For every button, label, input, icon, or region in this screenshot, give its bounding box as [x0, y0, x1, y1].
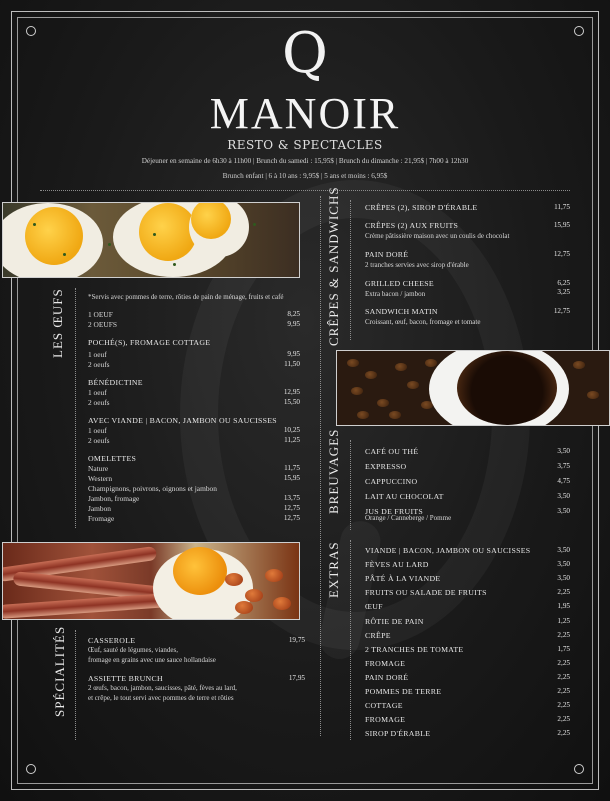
menu-item-name: CAPPUCCINO — [365, 477, 418, 486]
menu-item-description: Crème pâtissière maison avec un coulis de chocolat — [365, 232, 510, 240]
menu-item-price: 19,75 — [288, 636, 305, 644]
section-rule — [75, 288, 76, 528]
menu-item-price: 3,50 — [557, 507, 570, 515]
menu-item-name: CRÊPES (2) AUX FRUITS — [365, 221, 459, 230]
logo-letter: Q — [282, 21, 328, 86]
menu-item-price: 2,25 — [557, 672, 570, 681]
menu-item-description: 2 œufs, bacon, jambon, saucisses, pâté, fèves au lard, — [88, 684, 237, 692]
section-title-breuvages: BREUVAGES — [326, 428, 341, 514]
coffee-photo — [336, 350, 610, 426]
menu-item-name: ŒUF — [365, 602, 383, 612]
menu-item-price: 12,95 — [283, 388, 300, 396]
corner-ornament — [574, 764, 584, 774]
menu-item-name: SANDWICH MATIN — [365, 307, 438, 316]
menu-item-option: 2 oeufs — [88, 398, 110, 407]
menu-item-price: 8,25 — [287, 310, 300, 318]
menu-item-description: fromage en grains avec une sauce hollandaise — [88, 656, 216, 664]
menu-item-price: 11,75 — [554, 203, 570, 211]
menu-item-price: 12,75 — [283, 504, 300, 512]
menu-item-price: 2,25 — [557, 630, 570, 639]
section-rule — [350, 440, 351, 530]
menu-item-name: LAIT AU CHOCOLAT — [365, 492, 444, 501]
menu-item-price: 1,25 — [557, 616, 570, 625]
menu-item-price: 3,75 — [557, 462, 570, 470]
menu-item-price: 2,25 — [557, 701, 570, 710]
section-title-specialites: SPÉCIALITÉS — [52, 625, 67, 717]
menu-item-price: 10,25 — [283, 426, 300, 434]
menu-item-name: GRILLED CHEESE — [365, 279, 434, 288]
menu-item-price: 2,25 — [557, 687, 570, 695]
menu-item-price: 11,75 — [284, 464, 300, 472]
menu-item-option: Jambon — [88, 504, 111, 513]
bacon-photo — [2, 542, 300, 620]
menu-item-option: Fromage — [88, 514, 115, 523]
menu-item-price: 11,50 — [284, 360, 300, 368]
corner-ornament — [26, 764, 36, 774]
menu-item-option: Jambon, fromage — [88, 494, 140, 503]
menu-item-name: CASSEROLE — [88, 636, 136, 645]
section-rule — [350, 540, 351, 740]
menu-item-description: Œuf, sauté de légumes, viandes, — [88, 646, 179, 654]
menu-item-option: 2 OEUFS — [88, 320, 117, 329]
menu-item-price: 1,75 — [557, 644, 570, 653]
section-rule — [350, 200, 351, 340]
divider — [40, 190, 570, 191]
menu-item-price: 2,25 — [557, 588, 570, 597]
menu-item-name: FROMAGE — [365, 715, 406, 725]
menu-item-option: Western — [88, 474, 113, 483]
menu-item-price: 15,95 — [283, 474, 300, 482]
menu-item-name: FÈVES AU LARD — [365, 560, 429, 570]
menu-item-option: 2 oeufs — [88, 360, 110, 369]
menu-item-name: RÔTIE DE PAIN — [365, 616, 424, 626]
menu-item-price: 4,75 — [557, 477, 570, 485]
menu-item-price: 12,75 — [553, 250, 570, 258]
menu-item-price: 13,75 — [283, 494, 300, 502]
menu-item-name: POMMES DE TERRE — [365, 687, 442, 696]
menu-item-price: 12,75 — [553, 307, 570, 315]
menu-item-description: et crêpe, le tout servi avec pommes de terre et rôties — [88, 694, 234, 702]
menu-item-option: Nature — [88, 464, 109, 473]
menu-item-option: 1 oeuf — [88, 350, 107, 359]
menu-item-name: OMELETTES — [88, 454, 137, 463]
menu-item-name: EXPRESSO — [365, 462, 407, 471]
menu-item-price: 3,25 — [557, 288, 570, 296]
menu-item-option: 1 OEUF — [88, 310, 113, 319]
menu-item-option: 1 oeuf — [88, 426, 107, 435]
section-title-extras: EXTRAS — [326, 541, 341, 598]
menu-item-name: 2 TRANCHES DE TOMATE — [365, 644, 464, 654]
breuvages-note: Orange / Canneberge / Pomme — [365, 514, 452, 522]
menu-item-price: 2,25 — [557, 729, 570, 738]
menu-item-name: COTTAGE — [365, 701, 403, 711]
oeufs-note: *Servis avec pommes de terre, rôties de pain de ménage, fruits et café — [88, 293, 284, 301]
hours-line: Brunch enfant | 6 à 10 ans : 9,95$ | 5 ans et moins : 6,95$ — [222, 172, 388, 180]
menu-item-option: 2 oeufs — [88, 436, 110, 445]
menu-item-description: Croissant, œuf, bacon, fromage et tomate — [365, 318, 481, 326]
menu-item-name: PAIN DORÉ — [365, 250, 409, 259]
menu-item-price: 15,50 — [283, 398, 300, 406]
menu-item-price: 3,50 — [557, 574, 570, 583]
eggs-photo — [2, 202, 300, 278]
menu-item-price: 2,25 — [557, 715, 570, 724]
menu-item-price: 3,50 — [557, 560, 570, 569]
menu-item-name: PAIN DORÉ — [365, 672, 409, 682]
menu-item-price: 15,95 — [553, 221, 570, 229]
menu-item-price: 12,75 — [283, 514, 300, 522]
menu-item-name: FRUITS OU SALADE DE FRUITS — [365, 588, 487, 598]
hours-line: Déjeuner en semaine de 6h30 à 11h00 | Brunch du samedi : 15,95$ | Brunch du dimanche : 21,95$ | 7h00 à 12h30 — [141, 157, 469, 165]
restaurant-subtitle: RESTO & SPECTACLES — [227, 138, 383, 152]
menu-item-name: BÉNÉDICTINE — [88, 378, 143, 387]
menu-item-name: POCHÉ(S), FROMAGE COTTAGE — [88, 338, 211, 347]
menu-item-price: 9,95 — [287, 320, 300, 328]
menu-item-option: Champignons, poivrons, oignons et jambon — [88, 484, 217, 493]
column-divider — [320, 196, 321, 736]
menu-item-description: Extra bacon / jambon — [365, 290, 426, 298]
menu-item-name: CRÊPE — [365, 630, 391, 640]
menu-item-price: 9,95 — [287, 350, 300, 358]
section-title-crepes: CRÊPES & SANDWICHS — [326, 186, 341, 346]
menu-item-name: VIANDE | BACON, JAMBON OU SAUCISSES — [365, 546, 531, 555]
menu-item-name: SIROP D'ÉRABLE — [365, 729, 431, 739]
menu-item-name: PÂTÉ À LA VIANDE — [365, 574, 441, 584]
menu-item-name: FROMAGE — [365, 658, 406, 668]
menu-item-price: 1,95 — [557, 602, 570, 611]
menu-item-option: 1 oeuf — [88, 388, 107, 397]
restaurant-name: MANOIR — [209, 89, 401, 138]
menu-item-price: 6,25 — [557, 279, 570, 287]
menu-item-name: JUS DE FRUITS — [365, 507, 424, 516]
menu-item-price: 3,50 — [557, 447, 570, 455]
menu-item-name: AVEC VIANDE | BACON, JAMBON OU SAUCISSES — [88, 416, 277, 425]
menu-item-name: ASSIETTE BRUNCH — [88, 674, 163, 683]
menu-item-description: 2 tranches servies avec sirop d'érable — [365, 261, 469, 269]
menu-item-name: CRÊPES (2), SIROP D'ÉRABLE — [365, 203, 478, 212]
menu-item-price: 3,50 — [557, 546, 570, 554]
section-rule — [75, 630, 76, 740]
menu-item-price: 3,50 — [557, 492, 570, 500]
menu-item-price: 2,25 — [557, 658, 570, 667]
menu-item-price: 11,25 — [284, 436, 300, 444]
section-title-oeufs: LES ŒUFS — [50, 288, 65, 358]
menu-item-price: 17,95 — [288, 674, 305, 682]
menu-item-name: CAFÉ OU THÉ — [365, 447, 419, 456]
